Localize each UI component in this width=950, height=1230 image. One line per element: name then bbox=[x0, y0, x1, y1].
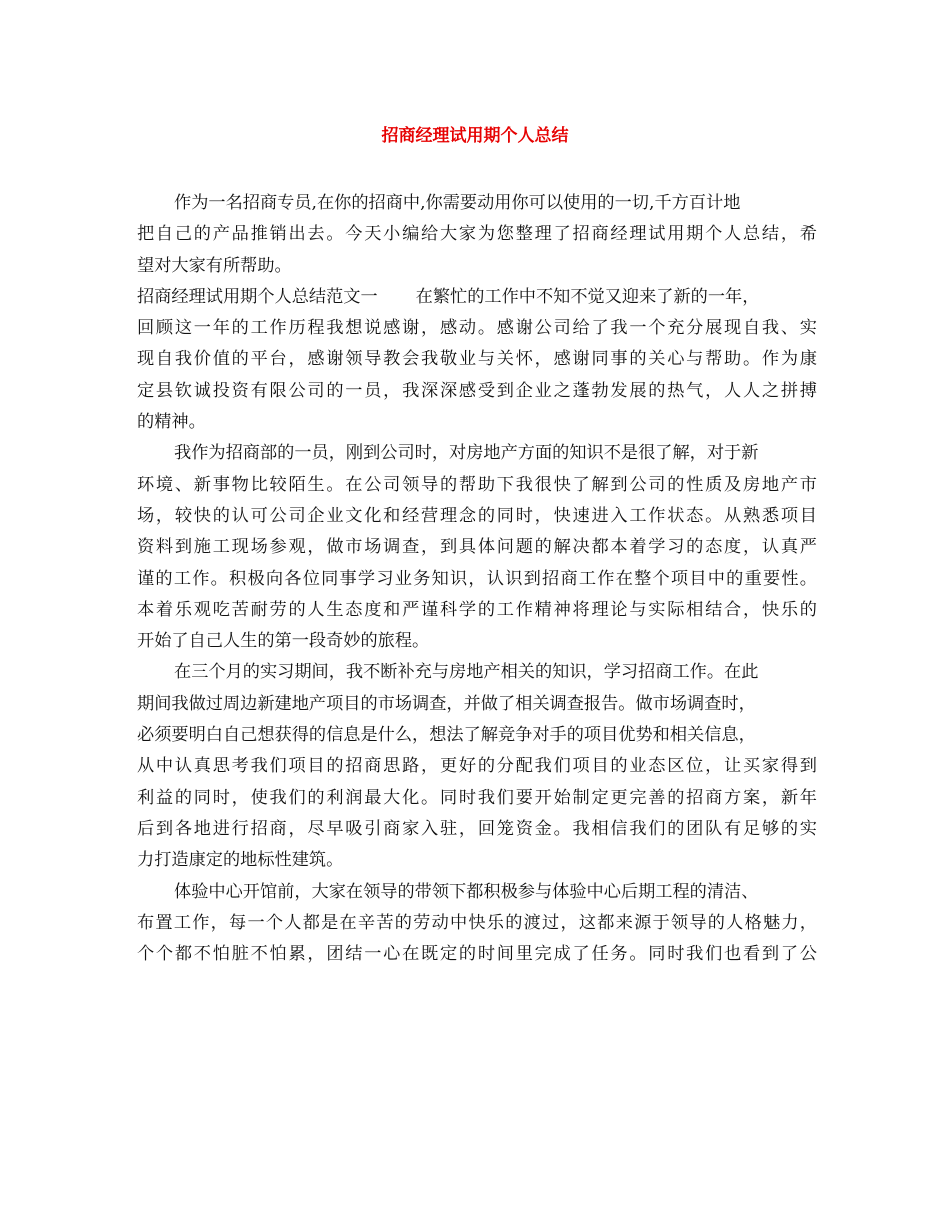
text-line: 从中认真思考我们项目的招商思路，更好的分配我们项目的业态区位，让买家得到 bbox=[137, 756, 817, 777]
text-line: 谨的工作。积极向各位同事学习业务知识，认识到招商工作在整个项目中的重要性。 bbox=[137, 568, 817, 589]
text-line: 必须要明白自己想获得的信息是什么，想法了解竞争对手的项目优势和相关信息， bbox=[137, 725, 756, 746]
text-line: 现自我价值的平台，感谢领导教会我敬业与关怀，感谢同事的关心与帮助。作为康 bbox=[137, 349, 817, 370]
text-line: 后到各地进行招商，尽早吸引商家入驻，回笼资金。我相信我们的团队有足够的实 bbox=[137, 818, 817, 839]
text-line: 定县钦诚投资有限公司的一员，我深深感受到企业之蓬勃发展的热气，人人之拼搏 bbox=[137, 380, 817, 401]
text-line: 作为一名招商专员,在你的招商中,你需要动用你可以使用的一切,千方百计地 bbox=[174, 193, 741, 213]
text-line: 环境、新事物比较陌生。在公司领导的帮助下我很快了解到公司的性质及房地产市 bbox=[137, 474, 817, 495]
text-line: 我作为招商部的一员，刚到公司时，对房地产方面的知识不是很了解，对于新 bbox=[174, 443, 759, 464]
document-title: 招商经理试用期个人总结 bbox=[381, 126, 569, 146]
text-line: 资料到施工现场参观，做市场调查，到具体问题的解决都本着学习的态度，认真严 bbox=[137, 537, 817, 558]
text-line: 体验中心开馆前，大家在领导的带领下都积极参与体验中心后期工程的清洁、 bbox=[174, 881, 759, 902]
text-line: 望对大家有所帮助。 bbox=[137, 255, 292, 276]
text-line: 布置工作，每一个人都是在辛苦的劳动中快乐的渡过，这都来源于领导的人格魅力， bbox=[137, 912, 817, 933]
text-line: 利益的同时，使我们的利润最大化。同时我们要开始制定更完善的招商方案，新年 bbox=[137, 787, 817, 808]
text-line: 回顾这一年的工作历程我想说感谢，感动。感谢公司给了我一个充分展现自我、实 bbox=[137, 318, 817, 339]
text-line: 的精神。 bbox=[137, 412, 206, 433]
text-fragment: 在繁忙的工作中不知不觉又迎来了新的一年， bbox=[415, 286, 760, 307]
text-line: 本着乐观吃苦耐劳的人生态度和严谨科学的工作精神将理论与实际相结合，快乐的 bbox=[137, 599, 817, 620]
section-heading: 招商经理试用期个人总结范文一 bbox=[137, 286, 378, 307]
text-line: 开始了自己人生的第一段奇妙的旅程。 bbox=[137, 631, 430, 652]
text-line: 在三个月的实习期间，我不断补充与房地产相关的知识，学习招商工作。在此 bbox=[174, 662, 759, 683]
text-line: 个个都不怕脏不怕累，团结一心在既定的时间里完成了任务。同时我们也看到了公 bbox=[137, 944, 817, 965]
text-line: 场，较快的认可公司企业文化和经营理念的同时，快速进入工作状态。从熟悉项目 bbox=[137, 505, 817, 526]
text-line: 期间我做过周边新建地产项目的市场调查，并做了相关调查报告。做市场调查时， bbox=[137, 693, 756, 714]
text-line-with-heading bbox=[137, 282, 817, 313]
document-body bbox=[137, 188, 817, 970]
text-line: 把自己的产品推销出去。今天小编给大家为您整理了招商经理试用期个人总结，希 bbox=[137, 224, 817, 245]
text-line: 力打造康定的地标性建筑。 bbox=[137, 850, 344, 871]
